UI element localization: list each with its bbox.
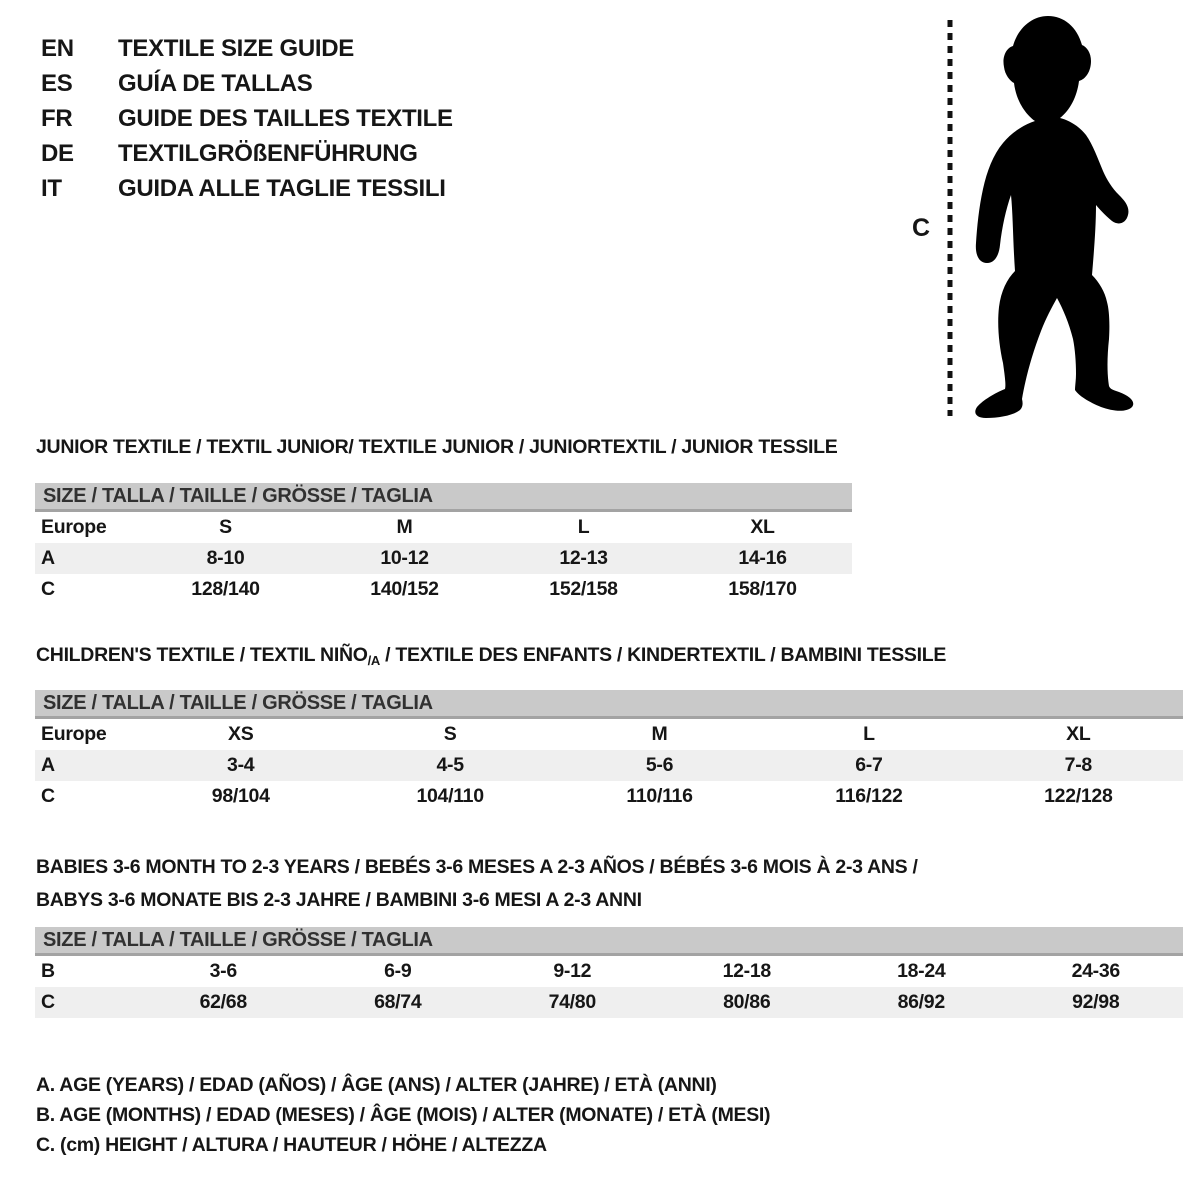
language-title: GUIDA ALLE TAGLIE TESSILI [118,174,446,202]
table-cell: 74/80 [548,991,596,1013]
legend-line-c: C. (cm) HEIGHT / ALTURA / HAUTEUR / HÖHE / ALTEZZA [36,1134,547,1156]
table-cell: 68/74 [374,991,422,1013]
table-cell: S [219,516,232,538]
table-cell: 116/122 [835,785,903,807]
table-cell: 18-24 [897,960,946,982]
junior-size-table [35,483,852,605]
list-item [41,66,453,101]
row-label: C [41,785,55,807]
table-cell: 80/86 [723,991,771,1013]
heading-text: / TEXTILE DES ENFANTS / KINDERTEXTIL / BAMBINI TESSILE [380,644,947,666]
language-title-list [41,31,453,206]
list-item [41,171,453,206]
table-row [35,574,852,605]
table-row [35,750,1183,781]
heading-text: CHILDREN'S TEXTILE / TEXTIL NIÑO [36,644,368,666]
table-cell: 122/128 [1044,785,1113,807]
table-cell: 98/104 [211,785,270,807]
row-label: B [41,960,55,982]
table-row [35,512,852,543]
measurement-legend [36,1070,770,1160]
table-cell: 128/140 [191,578,260,600]
table-cell: 3-6 [209,960,237,982]
table-cell: 7-8 [1064,754,1092,776]
language-title: TEXTILE SIZE GUIDE [118,34,354,62]
children-section-heading [36,644,946,668]
table-cell: M [396,516,413,538]
table-cell: 110/116 [626,785,693,807]
legend-line-b: B. AGE (MONTHS) / EDAD (MESES) / ÂGE (MOIS) / ALTER (MONATE) / ETÀ (MESI) [36,1104,771,1126]
table-cell: 158/170 [728,578,797,600]
list-item [41,136,453,171]
heading-subscript: /A [367,653,381,668]
babies-heading-line1: BABIES 3-6 MONTH TO 2-3 YEARS / BEBÉS 3-6 MESES A 2-3 AÑOS / BÉBÉS 3-6 MOIS À 2-3 ANS / [36,856,918,878]
table-cell: 3-4 [227,754,255,776]
table-cell: L [863,723,875,745]
language-code: EN [41,34,74,62]
language-title: GUÍA DE TALLAS [118,69,313,97]
language-code: FR [41,104,73,132]
table-row [35,956,1183,987]
table-cell: S [443,723,457,745]
table-cell: 6-9 [384,960,412,982]
table-cell: 152/158 [549,578,618,600]
language-code: ES [41,69,73,97]
table-cell: XS [227,723,254,745]
row-label: A [41,547,55,569]
table-cell: 4-5 [436,754,464,776]
children-table-header: SIZE / TALLA / TAILLE / GRÖSSE / TAGLIA [35,690,1183,719]
table-cell: XL [750,516,775,538]
table-cell: L [577,516,590,538]
language-title: GUIDE DES TAILLES TEXTILE [118,104,453,132]
table-cell: 86/92 [897,991,945,1013]
junior-section-heading: JUNIOR TEXTILE / TEXTIL JUNIOR/ TEXTILE JUNIOR / JUNIORTEXTIL / JUNIOR TESSILE [36,436,838,458]
list-item [41,101,453,136]
babies-heading-line2: BABYS 3-6 MONATE BIS 2-3 JAHRE / BAMBINI 3-6 MESI A 2-3 ANNI [36,889,642,911]
table-cell: 12-13 [559,547,608,569]
row-label: Europe [41,516,107,538]
row-label: A [41,754,55,776]
table-row [35,719,1183,750]
language-code: IT [41,174,62,202]
babies-size-table [35,927,1183,1018]
table-cell: 62/68 [199,991,247,1013]
table-row [35,781,1183,812]
legend-line-a: A. AGE (YEARS) / EDAD (AÑOS) / ÂGE (ANS) / ALTER (JAHRE) / ETÀ (ANNI) [36,1074,717,1096]
table-cell: 92/98 [1072,991,1120,1013]
baby-silhouette-icon [940,12,1140,422]
table-cell: 10-12 [380,547,429,569]
table-cell: 5-6 [645,754,674,776]
table-cell: 8-10 [206,547,245,569]
table-cell: 12-18 [722,960,771,982]
table-cell: M [651,723,668,745]
table-cell: 24-36 [1071,960,1120,982]
row-label: C [41,991,55,1013]
babies-section-heading [36,851,918,917]
list-item [41,31,453,66]
babies-table-header: SIZE / TALLA / TAILLE / GRÖSSE / TAGLIA [35,927,1183,956]
table-cell: XL [1066,723,1091,745]
language-title: TEXTILGRÖßENFÜHRUNG [118,139,418,167]
table-row [35,987,1183,1018]
row-label: Europe [41,723,107,745]
junior-table-header: SIZE / TALLA / TAILLE / GRÖSSE / TAGLIA [35,483,852,512]
height-measure-label: C [912,214,930,242]
table-cell: 104/110 [416,785,484,807]
language-code: DE [41,139,74,167]
table-cell: 6-7 [855,754,883,776]
table-row [35,543,852,574]
table-cell: 140/152 [370,578,439,600]
row-label: C [41,578,55,600]
table-cell: 14-16 [738,547,787,569]
children-size-table [35,690,1183,812]
table-cell: 9-12 [553,960,592,982]
